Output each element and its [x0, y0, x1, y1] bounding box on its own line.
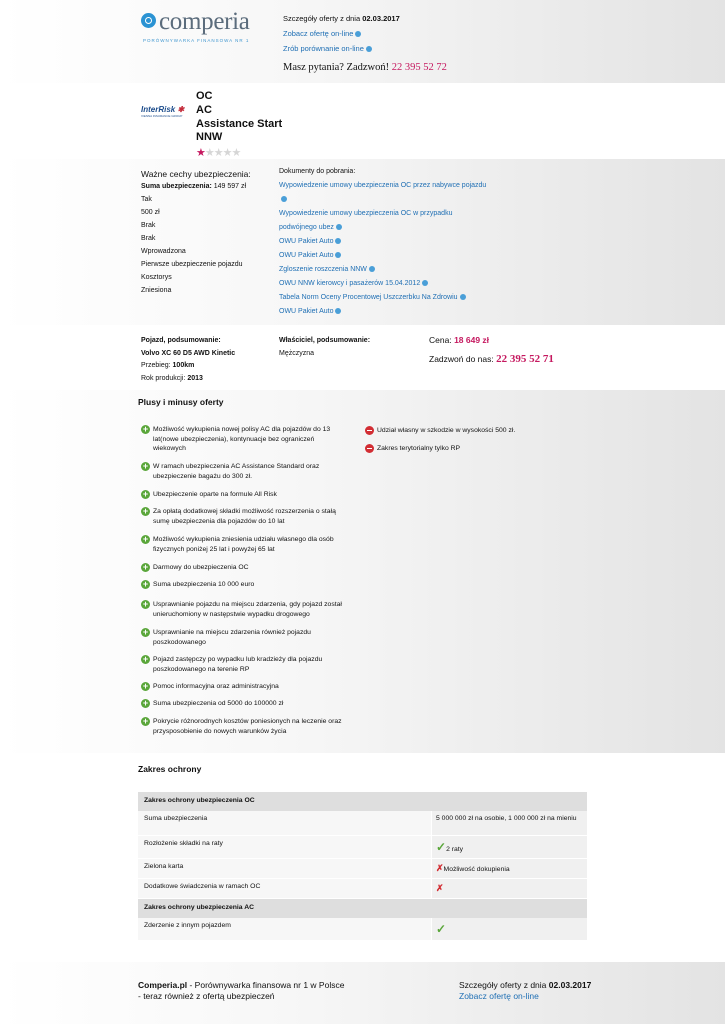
con-item [377, 426, 515, 436]
plus-icon: + [142, 579, 149, 589]
coverage-row-label: Suma ubezpieczenia [138, 811, 431, 836]
plus-icon: + [142, 461, 149, 471]
coverage-row [138, 836, 587, 859]
con-item [377, 444, 460, 454]
owner-summary [279, 337, 370, 362]
pro-item [142, 599, 342, 619]
summary-section [0, 325, 725, 390]
pro-text: Możliwość wykupienia nowej polisy AC dla pojazdów do 13 [153, 426, 331, 433]
call-line: Zadzwoń do nas: 22 395 52 71 [429, 353, 554, 365]
product-line-ac: AC [196, 103, 212, 116]
document-link[interactable]: OWU Pakiet Auto [279, 249, 509, 263]
view-offer-link[interactable] [283, 29, 400, 44]
pro-item [142, 698, 284, 709]
pros-cons-title: Plusy i minusy oferty [138, 397, 224, 407]
pro-text: Ubezpieczenie oparte na formule All Risk [153, 491, 277, 498]
pro-text: Pomoc informacyjna oraz administracyjna [153, 683, 279, 690]
plus-icon: + [142, 698, 149, 708]
coverage-row-value [431, 879, 587, 899]
info-icon [335, 238, 341, 244]
pro-text: Za opłatą dodatkowej składki możliwość rozszerzenia o stałą [153, 508, 336, 515]
star-empty-icon: ★ [204, 147, 214, 159]
feature-value: Pierwsze ubezpieczenie pojazdu [141, 261, 243, 268]
price-box [429, 335, 554, 365]
pro-item [142, 461, 320, 481]
pro-item [142, 489, 277, 500]
pro-text: Pojazd zastępczy po wypadku lub kradzieży dla pojazdu [153, 656, 323, 663]
plus-icon: + [142, 654, 149, 664]
document-link[interactable]: podwójnego ubez [279, 221, 509, 235]
footer-view-offer-link[interactable]: Zobacz ofertę on-line [459, 991, 539, 1001]
coverage-table [138, 792, 587, 941]
coverage-row-value [431, 918, 587, 941]
info-icon [336, 224, 342, 230]
pro-text: poszkodowanego na terenie RP [153, 665, 250, 673]
minus-icon [365, 444, 374, 453]
check-icon: ✓ [436, 922, 447, 936]
coverage-row-label: Dodatkowe świadczenia w ramach OC [138, 879, 431, 899]
star-filled-icon: ★ [196, 147, 205, 159]
pro-text: Możliwość wykupienia zniesienia udziału własnego dla osób [153, 536, 334, 543]
plus-icon: + [142, 627, 149, 637]
footer-line-2: - teraz również z ofertą ubezpieczeń [138, 991, 275, 1001]
footer-offer-date: Szczegóły oferty z dnia 02.03.2017 [459, 980, 592, 990]
coverage-oc-rows [138, 811, 587, 899]
pro-text: unieruchomiony w następstwie wypadku drogowego [153, 610, 310, 618]
pro-item [142, 579, 255, 590]
insurer-logo-text: InterRisk ✱ [141, 105, 185, 114]
view-offer-label[interactable]: Zobacz ofertę on-line [283, 29, 354, 38]
header-phone-number[interactable]: 22 395 52 72 [391, 62, 447, 73]
footer-brand [138, 980, 344, 1002]
plus-icon: + [142, 489, 149, 499]
star-empty-icon: ★ [213, 147, 223, 159]
product-line-assistance: Assistance Start [196, 117, 283, 130]
feature-value: 500 zł [141, 209, 160, 216]
star-empty-icon: ★ [231, 147, 241, 159]
coverage-title: Zakres ochrony [138, 764, 202, 774]
vehicle-mileage: Przebieg: 100km [141, 362, 195, 369]
vehicle-summary-label: Pojazd, podsumowanie: [141, 337, 221, 344]
pro-text: Darmowy do ubezpieczenia OC [153, 564, 249, 571]
documents-list [279, 168, 509, 319]
plus-icon: + [142, 716, 149, 726]
offer-date-line [283, 14, 400, 29]
con-text: Udział własny w szkodzie w wysokości 500 zł. [377, 427, 516, 434]
feature-sum: Suma ubezpieczenia: 149 597 zł [141, 183, 247, 190]
pro-item [142, 534, 334, 554]
info-icon [335, 308, 341, 314]
insurer-logo-icon: ✱ [175, 105, 185, 114]
coverage-oc-heading: Zakres ochrony ubezpieczenia OC [138, 792, 587, 811]
coverage-row-value [431, 811, 587, 836]
info-icon [422, 280, 428, 286]
product-line-nnw: NNW [196, 131, 223, 144]
questions-text: Masz pytania? Zadzwoń! [283, 62, 390, 73]
info-icon [460, 294, 466, 300]
pro-text: Suma ubezpieczenia od 5000 do 100000 zł [153, 700, 284, 707]
document-link[interactable]: Wypowiedzenie umowy ubezpieczenia OC w przypadku [279, 210, 453, 217]
coverage-row [138, 918, 587, 941]
header-info [283, 14, 400, 59]
info-icon [366, 46, 372, 52]
price-value: 18 649 zł [454, 335, 490, 345]
pro-item [142, 654, 323, 674]
plus-icon: + [142, 681, 149, 691]
coverage-row-value [431, 836, 587, 859]
feature-value: Wprowadzona [141, 248, 186, 255]
coverage-row-value-text: 2 raty [446, 846, 464, 853]
logo-text: comperia [159, 8, 250, 35]
rating-stars [196, 146, 240, 159]
pro-item [142, 506, 336, 526]
vehicle-year: Rok produkcji: 2013 [141, 374, 203, 382]
comperia-logo-icon [141, 13, 156, 28]
product-line-oc: OC [196, 90, 213, 102]
coverage-row [138, 811, 587, 836]
info-icon [355, 31, 361, 37]
coverage-row-label: Zderzenie z innym pojazdem [138, 918, 431, 941]
plus-icon: + [142, 562, 149, 572]
insurer-logo [141, 105, 186, 125]
coverage-ac-heading: Zakres ochrony ubezpieczenia AC [138, 899, 587, 918]
pro-text: Pokrycie różnorodnych kosztów poniesionych na leczenie oraz [153, 718, 342, 725]
coverage-ac-rows [138, 918, 587, 941]
document-link[interactable]: OWU Pakiet Auto [279, 235, 509, 249]
minus-icon [365, 426, 374, 435]
header-phone-line [283, 62, 447, 73]
coverage-row-label: Zielona karta [138, 859, 431, 879]
coverage-row-value-text: 5 000 000 zł na osobie, 1 000 000 zł na mieniu [436, 815, 577, 822]
feature-value: Kosztorys [141, 274, 172, 281]
plus-icon: + [142, 534, 149, 544]
call-phone[interactable]: 22 395 52 71 [496, 353, 554, 365]
document-link[interactable]: OWU Pakiet Auto [279, 305, 509, 319]
offer-date: 02.03.2017 [362, 14, 400, 23]
coverage-row-value-text: Możliwość dokupienia [443, 866, 510, 873]
document-link[interactable]: Zgloszenie roszczenia NNW [279, 263, 509, 277]
pro-item [142, 424, 331, 454]
coverage-row [138, 859, 587, 879]
features-heading: Ważne cechy ubezpieczenia: [141, 169, 251, 179]
pro-item [142, 681, 279, 692]
document-link[interactable]: Tabela Norm Oceny Procentowej Uszczerbku Na Zdrowiu [279, 291, 509, 305]
coverage-row [138, 879, 587, 899]
coverage-row-value [431, 859, 587, 879]
plus-icon: + [142, 424, 149, 434]
footer-offer [459, 980, 591, 1002]
pro-text: fizycznych poniżej 25 lat i powyżej 65 lat [153, 545, 275, 553]
feature-value: Zniesiona [141, 287, 172, 294]
feature-value: Brak [141, 222, 156, 229]
pro-item [142, 716, 342, 736]
page-footer [0, 962, 725, 1024]
star-empty-icon: ★ [222, 147, 232, 159]
feature-value: Tak [141, 196, 152, 203]
price-line: Cena: 18 649 zł [429, 335, 490, 345]
pros-cons-title-bar [0, 390, 725, 416]
info-icon [281, 196, 287, 202]
pro-text: sumę ubezpieczenia dla pojazdów do 10 lat [153, 517, 285, 525]
features-section [0, 159, 725, 325]
comperia-logo[interactable] [141, 10, 261, 50]
pro-item [142, 627, 311, 647]
feature-value: Brak [141, 235, 156, 242]
pro-item [142, 562, 249, 573]
pro-text: ubezpieczenie bagażu do 300 zł. [153, 472, 253, 480]
logo-tagline: PORÓWNYWARKA FINANSOWA NR 1 [143, 38, 250, 43]
con-text: Zakres terytorialny tylko RP [377, 445, 461, 452]
check-icon: ✓ [436, 840, 447, 854]
document-link[interactable]: Wypowiedzenie umowy ubezpieczenia OC przez nabywce pojazdu [279, 182, 487, 189]
document-link[interactable] [279, 193, 509, 207]
page-header [0, 0, 725, 83]
documents-heading: Dokumenty do pobrania: [279, 168, 356, 175]
compare-label[interactable]: Zrób porównanie on-line [283, 44, 364, 53]
footer-line-1: Comperia.pl - Porównywarka finansowa nr 1 w Polsce [138, 980, 345, 990]
key-features [141, 169, 251, 300]
pros-cons-area [0, 416, 725, 753]
pro-text: Usprawnianie na miejscu zdarzenia również pojazdu [153, 629, 311, 636]
footer-brand-name[interactable]: Comperia.pl [138, 980, 188, 990]
vehicle-name: Volvo XC 60 D5 AWD Kinetic [141, 349, 236, 357]
pro-text: Usprawnianie pojazdu na miejscu zdarzenia, gdy pojazd został [153, 601, 342, 608]
pro-text: W ramach ubezpieczenia AC Assistance Standard oraz [153, 463, 320, 470]
owner-value: Mężczyzna [279, 349, 315, 357]
pro-text: poszkodowanego [153, 638, 206, 646]
insurer-logo-sub: VIENNA INSURANCE GROUP [141, 114, 183, 118]
cross-icon: ✗ [436, 863, 444, 873]
compare-link[interactable] [283, 44, 400, 59]
offer-date-prefix: Szczegóły oferty z dnia [283, 14, 361, 23]
pro-text: wiekowych [153, 445, 186, 452]
info-icon [369, 266, 375, 272]
cross-icon: ✗ [436, 883, 444, 893]
document-link[interactable]: OWU NNW kierowcy i pasażerów 15.04.2012 [279, 277, 509, 291]
owner-summary-label: Właściciel, podsumowanie: [279, 337, 371, 344]
pro-text: przysposobienie do nowych warunków życia [153, 727, 287, 735]
product-titles [196, 90, 282, 145]
pro-text: Suma ubezpieczenia 10 000 euro [153, 581, 255, 588]
plus-icon: + [142, 599, 149, 609]
info-icon [335, 252, 341, 258]
coverage-row-label: Rozłożenie składki na raty [138, 836, 431, 859]
pro-text: lat(nowe ubezpieczenia), kontynuacje bez ograniczeń [153, 435, 315, 443]
vehicle-summary [141, 337, 235, 387]
plus-icon: + [142, 506, 149, 516]
